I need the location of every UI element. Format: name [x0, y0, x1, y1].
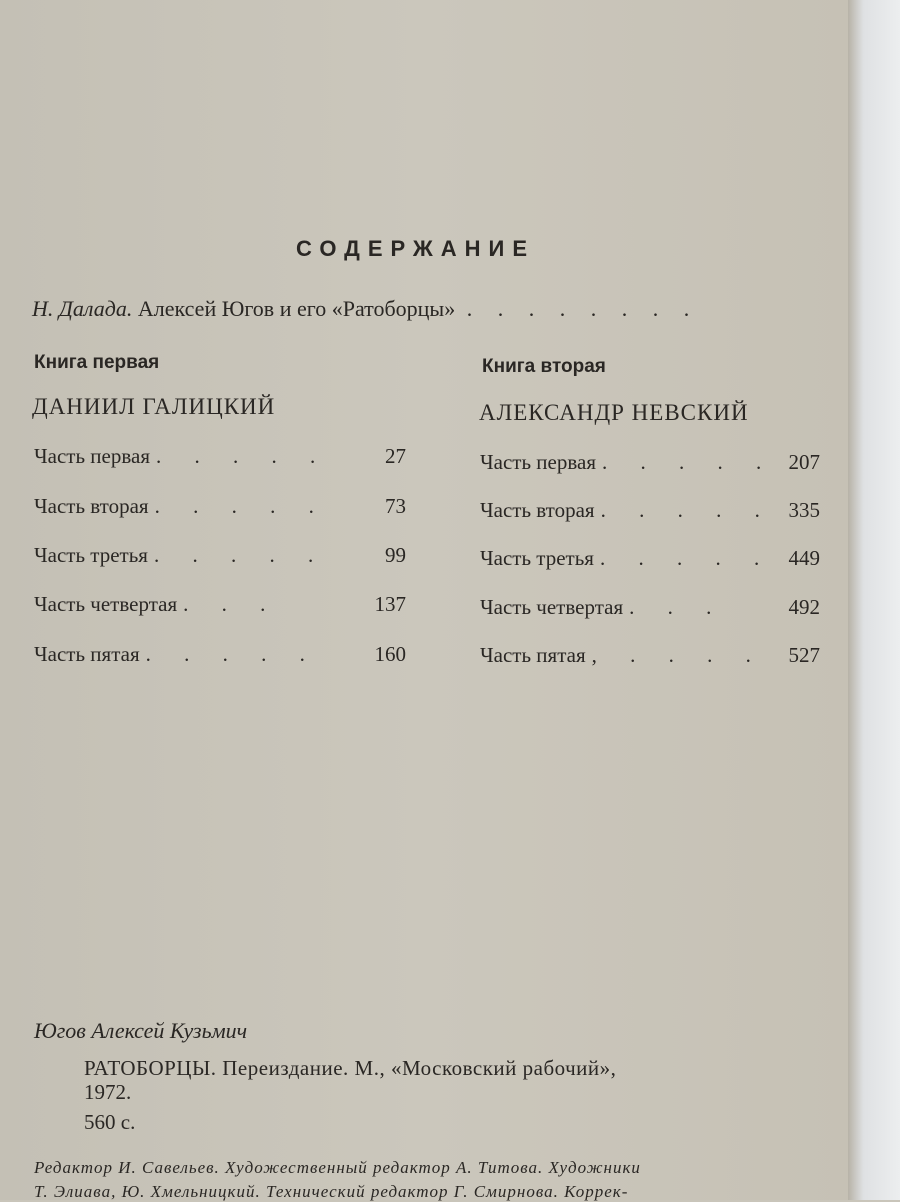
leader-dots: . . . . .	[154, 494, 328, 518]
part-name: Часть пятая	[480, 643, 586, 667]
leader-dots: . . . . .	[599, 546, 774, 570]
part-name: Часть третья	[34, 543, 148, 567]
part-name: Часть вторая	[480, 498, 595, 522]
book-two-label: Книга вторая	[482, 356, 606, 377]
intro-entry	[32, 296, 699, 322]
leader-dots: . . . . .	[600, 498, 774, 522]
toc-row	[480, 546, 820, 571]
part-name: Часть первая	[34, 444, 150, 468]
page-number: 27	[385, 444, 406, 468]
toc-row	[480, 643, 820, 668]
bib-year-line: 1972.	[84, 1080, 132, 1104]
page-number: 207	[788, 450, 820, 474]
page-number: 527	[788, 643, 820, 667]
leader-dots: , . . . .	[591, 643, 765, 667]
leader-dots: . . .	[629, 595, 726, 619]
part-name: Часть четвертая	[480, 595, 624, 619]
page-number: 99	[385, 543, 406, 567]
part-name: Часть вторая	[34, 494, 149, 518]
credits-line-1: Редактор И. Савельев. Художественный редактор А. Титова. Художники	[34, 1158, 641, 1177]
toc-row	[34, 494, 406, 519]
page-number: 492	[788, 595, 820, 619]
page-number: 449	[788, 546, 820, 570]
toc-row	[34, 642, 406, 667]
intro-author: Н. Далада.	[32, 296, 133, 321]
toc-row	[480, 450, 820, 475]
page-number: 137	[374, 592, 406, 616]
intro-text: Алексей Югов и его «Ратоборцы»	[137, 296, 456, 321]
toc-row	[34, 444, 406, 469]
leader-dots: . . . . .	[155, 444, 330, 468]
book-two-title: АЛЕКСАНДР НЕВСКИЙ	[479, 400, 749, 425]
toc-row	[480, 595, 820, 620]
part-name: Часть третья	[480, 546, 594, 570]
bib-author: Югов Алексей Кузьмич	[34, 1018, 248, 1043]
contents-title: СОДЕРЖАНИЕ	[296, 236, 536, 261]
leader-dots: . . . . .	[601, 450, 776, 474]
toc-row	[34, 543, 406, 568]
book-one-title: ДАНИИЛ ГАЛИЦКИЙ	[32, 394, 276, 419]
toc-row	[34, 592, 406, 617]
leader-dots: . . . . .	[145, 642, 319, 666]
page-number: 335	[788, 498, 820, 522]
bib-pages-line: 560 с.	[84, 1110, 136, 1134]
credits-line-2: Т. Элиава, Ю. Хмельницкий. Технический редактор Г. Смирнова. Коррек-	[34, 1182, 629, 1201]
part-name: Часть первая	[480, 450, 596, 474]
part-name: Часть пятая	[34, 642, 140, 666]
toc-row	[480, 498, 820, 523]
page-number: 73	[385, 494, 406, 518]
intro-dots: . . . . . . . .	[466, 296, 700, 321]
bib-title-line: РАТОБОРЦЫ. Переиздание. М., «Московский рабочий»,	[84, 1056, 617, 1080]
part-name: Часть четвертая	[34, 592, 178, 616]
leader-dots: . . .	[183, 592, 280, 616]
book-one-label: Книга первая	[34, 352, 160, 373]
page-edge-background	[848, 0, 900, 1200]
leader-dots: . . . . .	[153, 543, 328, 567]
page-number: 160	[374, 642, 406, 666]
